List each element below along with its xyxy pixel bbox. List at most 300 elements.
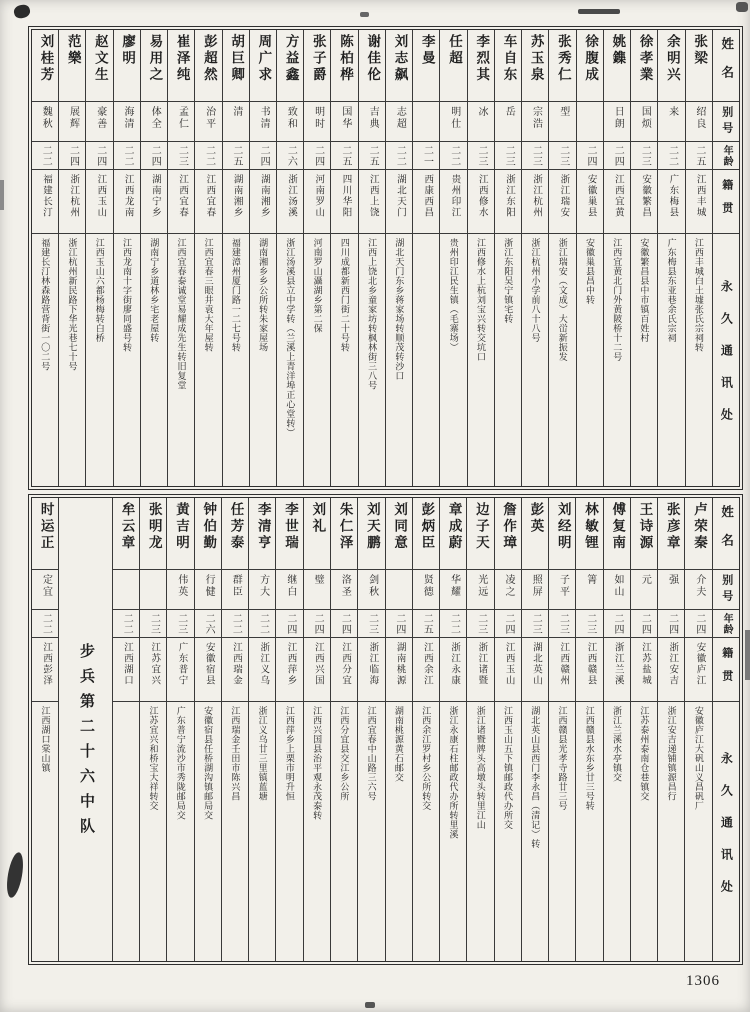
entry-alias xyxy=(86,102,112,142)
entry-name xyxy=(195,30,221,102)
vertical-text: 安徽庐江 xyxy=(694,642,705,686)
vertical-text: 江西玉山五下镇邮政代办所交 xyxy=(502,706,513,830)
entry-name xyxy=(195,498,221,570)
vertical-text: 浙江杭州新民路下华光巷七十号 xyxy=(67,238,78,371)
vertical-text: 如山 xyxy=(612,574,624,598)
entry-name xyxy=(386,30,412,102)
vertical-text: 彭英 xyxy=(528,502,544,535)
entry-origin xyxy=(386,170,412,234)
entry-age xyxy=(59,142,85,170)
entry-alias xyxy=(631,102,657,142)
entry-alias xyxy=(195,570,221,610)
header-address xyxy=(713,234,739,486)
vertical-text: 江西赣县光孝寺路廿三号 xyxy=(557,706,568,811)
entry-name xyxy=(304,498,330,570)
entry-column xyxy=(657,30,684,486)
vertical-text: 江西玉山六都杨梅转白桥 xyxy=(94,238,105,343)
vertical-text: 籍贯 xyxy=(720,178,733,225)
entry-origin xyxy=(467,638,493,702)
entry-address xyxy=(440,702,466,961)
vertical-text: 刘桂芳 xyxy=(38,34,54,84)
entry-origin xyxy=(468,170,494,234)
vertical-text: 贵州印江民生镇（毛寨场） xyxy=(448,238,459,352)
entry-origin xyxy=(685,638,711,702)
vertical-text: 剑秋 xyxy=(366,574,378,598)
entry-age xyxy=(304,610,330,638)
entry-alias xyxy=(223,102,249,142)
vertical-text: 王诗源 xyxy=(637,502,653,552)
entry-column xyxy=(113,30,140,486)
vertical-text: 福建长汀 xyxy=(40,174,51,218)
vertical-text: 二四 xyxy=(639,612,651,635)
vertical-text: 箐 xyxy=(584,574,596,586)
vertical-text: 介夫 xyxy=(693,574,705,598)
vertical-text: 江西余江 xyxy=(421,642,432,686)
entry-address xyxy=(495,234,521,486)
entry-age xyxy=(223,142,249,170)
entry-address xyxy=(386,234,412,486)
entry-column xyxy=(303,30,330,486)
vertical-text: 江西瑞金 xyxy=(231,642,242,686)
scan-artifact xyxy=(360,12,369,17)
entry-alias xyxy=(277,102,303,142)
entry-alias xyxy=(686,102,712,142)
vertical-text: 璧 xyxy=(312,574,324,586)
entry-age xyxy=(468,142,494,170)
entry-alias xyxy=(59,102,85,142)
vertical-text: 江苏盐城 xyxy=(640,642,650,686)
vertical-text: 姚鏶 xyxy=(610,34,626,67)
vertical-text: 徐孝業 xyxy=(637,34,653,84)
vertical-text: 二五 xyxy=(230,144,242,167)
entry-age xyxy=(386,610,412,638)
entry-alias xyxy=(32,570,58,610)
header-name xyxy=(713,498,739,570)
entry-column xyxy=(494,498,521,961)
vertical-text: 海清 xyxy=(121,106,133,130)
vertical-text: 张梁 xyxy=(692,34,708,67)
header-origin xyxy=(713,638,739,702)
vertical-text: 彭炳臣 xyxy=(419,502,435,552)
entry-age xyxy=(113,610,139,638)
vertical-text: 二四 xyxy=(502,612,514,635)
vertical-text: 二六 xyxy=(203,612,215,635)
vertical-text: 四川成都新西门街二十号转 xyxy=(339,238,350,352)
entry-origin xyxy=(495,638,521,702)
vertical-text: 二三 xyxy=(475,612,487,635)
vertical-text: 安徽巢县昌中转 xyxy=(584,238,595,305)
vertical-text: 任超 xyxy=(446,34,462,67)
vertical-text: 林敏锂 xyxy=(582,502,598,552)
entry-alias xyxy=(304,570,330,610)
vertical-text: 彭超然 xyxy=(201,34,217,84)
entry-address xyxy=(86,234,112,486)
entry-column xyxy=(521,498,548,961)
vertical-text: 湖南宁乡道林乡宅老屋转 xyxy=(149,238,160,343)
header-age xyxy=(713,142,739,170)
vertical-text: 刘礼 xyxy=(310,502,326,535)
vertical-text: 孟仁 xyxy=(176,106,188,130)
entry-alias xyxy=(249,570,275,610)
vertical-text: 钟伯勤 xyxy=(201,502,217,552)
top-table-frame xyxy=(28,26,743,490)
vertical-text: 二五 xyxy=(693,144,705,167)
vertical-text: 江西玉山 xyxy=(503,642,514,686)
vertical-text: 二四 xyxy=(312,144,324,167)
vertical-text: 浙江义乌廿三里镇蓝塘 xyxy=(257,706,268,801)
vertical-text: 志超 xyxy=(394,106,406,130)
entry-origin xyxy=(114,170,140,234)
vertical-text: 二四 xyxy=(584,144,596,167)
entry-address xyxy=(658,702,684,961)
vertical-text: 治平 xyxy=(203,106,215,130)
entry-name xyxy=(222,498,248,570)
header-column xyxy=(712,498,739,961)
vertical-text: 湖北天门 xyxy=(395,174,405,218)
entry-column xyxy=(221,498,248,961)
entry-address xyxy=(685,702,711,961)
entry-origin xyxy=(631,638,657,702)
scan-artifact xyxy=(365,1002,375,1008)
vertical-text: 湖南桃源黄石邮交 xyxy=(393,706,404,782)
entry-name xyxy=(141,30,167,102)
vertical-text: 李清亨 xyxy=(255,502,271,552)
entry-column xyxy=(330,30,357,486)
vertical-text: 边子天 xyxy=(473,502,489,552)
vertical-text: 方大 xyxy=(257,574,269,598)
vertical-text: 型 xyxy=(557,106,569,118)
entry-alias xyxy=(440,570,466,610)
entry-origin xyxy=(631,170,657,234)
vertical-text: 国烦 xyxy=(639,106,651,130)
entry-alias xyxy=(522,570,548,610)
entry-age xyxy=(249,610,275,638)
vertical-text: 江西彭泽 xyxy=(41,642,52,686)
vertical-text: 二二 xyxy=(448,144,460,167)
vertical-text: 湖南宁乡 xyxy=(149,174,160,218)
entry-column xyxy=(140,30,167,486)
vertical-text: 浙江义乌 xyxy=(258,642,269,686)
entry-address xyxy=(358,702,384,961)
entry-age xyxy=(577,142,603,170)
vertical-text: 照屏 xyxy=(530,574,542,598)
vertical-text: 卢荣秦 xyxy=(692,502,708,552)
entry-name xyxy=(658,30,684,102)
scan-artifact xyxy=(0,180,4,210)
entry-column xyxy=(439,498,466,961)
entry-name xyxy=(576,498,602,570)
entry-alias xyxy=(413,102,439,142)
entry-age xyxy=(168,142,194,170)
vertical-text: 光远 xyxy=(475,574,487,598)
vertical-text: 江西赣县水东乡廿三号转 xyxy=(584,706,595,811)
entry-alias xyxy=(658,102,684,142)
entry-age xyxy=(277,142,303,170)
entry-origin xyxy=(141,170,167,234)
vertical-text: 牟云章 xyxy=(119,502,135,552)
entry-address xyxy=(277,234,303,486)
vertical-text: 二二 xyxy=(121,144,133,167)
entry-age xyxy=(331,142,357,170)
vertical-text: 定宜 xyxy=(40,574,52,598)
vertical-text: 江西修水 xyxy=(476,174,487,218)
entry-age xyxy=(495,142,521,170)
entry-column xyxy=(385,30,412,486)
vertical-text: 凌之 xyxy=(502,574,514,598)
vertical-text: 浙江临海 xyxy=(367,642,378,686)
vertical-text: 李世瑞 xyxy=(283,502,299,552)
entry-column xyxy=(521,30,548,486)
vertical-text: 步兵第二十六中队 xyxy=(78,643,94,843)
vertical-text: 赵文生 xyxy=(92,34,108,84)
vertical-text: 二三 xyxy=(476,144,488,167)
entry-name xyxy=(686,30,712,102)
vertical-text: 浙江兰溪 xyxy=(612,642,623,686)
vertical-text: 江西丰城 xyxy=(694,174,705,218)
entry-column xyxy=(222,30,249,486)
entry-address xyxy=(604,234,630,486)
vertical-text: 浙江汤溪 xyxy=(286,174,297,218)
entry-origin xyxy=(331,170,357,234)
entry-column xyxy=(603,30,630,486)
vertical-text: 二三 xyxy=(530,612,542,635)
entry-origin xyxy=(658,638,684,702)
entry-name xyxy=(168,30,194,102)
entry-alias xyxy=(276,570,302,610)
vertical-text: 张彦章 xyxy=(664,502,680,552)
entry-column xyxy=(330,498,357,961)
vertical-text: 陈柏桦 xyxy=(338,34,354,84)
vertical-text: 年龄 xyxy=(721,144,733,167)
header-column xyxy=(712,30,739,486)
entry-name xyxy=(359,30,385,102)
vertical-text: 贤德 xyxy=(421,574,433,598)
entry-name xyxy=(685,498,711,570)
entry-age xyxy=(686,142,712,170)
entry-alias xyxy=(467,570,493,610)
entry-address xyxy=(249,702,275,961)
vertical-text: 江西修水上杭刘宝兴转交坑口 xyxy=(476,238,487,362)
unit-divider-label xyxy=(59,498,112,961)
vertical-text: 湖南湘乡 xyxy=(258,174,269,218)
vertical-text: 二二 xyxy=(666,144,678,167)
vertical-text: 黄吉明 xyxy=(173,502,189,552)
vertical-text: 江西玉山 xyxy=(95,174,106,218)
vertical-text: 江西分宜县交江乡公所 xyxy=(339,706,350,801)
entry-alias xyxy=(250,102,276,142)
scan-artifact xyxy=(578,9,620,14)
vertical-text: 江西瑞金壬田市陈兴昌 xyxy=(230,706,241,801)
entry-name xyxy=(549,498,575,570)
vertical-text: 姓名 xyxy=(719,505,734,562)
entry-address xyxy=(168,234,194,486)
entry-origin xyxy=(440,638,466,702)
entry-alias xyxy=(440,102,466,142)
header-alias xyxy=(713,570,739,610)
vertical-text: 李烈其 xyxy=(474,34,490,84)
vertical-text: 伟英 xyxy=(175,574,187,598)
entry-origin xyxy=(223,170,249,234)
entry-age xyxy=(413,142,439,170)
vertical-text: 福建长汀林森路营背街一〇二号 xyxy=(40,238,51,371)
entry-alias xyxy=(168,102,194,142)
entry-origin xyxy=(686,170,712,234)
vertical-text: 二四 xyxy=(312,612,324,635)
vertical-text: 江西赣州 xyxy=(558,642,569,686)
vertical-text: 李曼 xyxy=(419,34,435,67)
vertical-text: 宗浩 xyxy=(530,106,542,130)
vertical-text: 浙江永康石柱邮政代办所转里溪 xyxy=(448,706,459,839)
entry-address xyxy=(467,702,493,961)
entry-address xyxy=(167,702,193,961)
entry-column xyxy=(194,30,221,486)
entry-age xyxy=(522,610,548,638)
vertical-text: 苏玉泉 xyxy=(528,34,544,84)
vertical-text: 二三 xyxy=(530,144,542,167)
vertical-text: 二三 xyxy=(175,612,187,635)
vertical-text: 二五 xyxy=(367,144,379,167)
vertical-text: 继白 xyxy=(284,574,296,598)
entry-origin xyxy=(86,170,112,234)
entry-alias xyxy=(358,570,384,610)
vertical-text: 方益鑫 xyxy=(283,34,299,84)
vertical-text: 广东普宁 xyxy=(176,642,187,686)
entry-alias xyxy=(495,102,521,142)
entry-column xyxy=(139,498,166,961)
vertical-text: 浙江杭州 xyxy=(531,174,542,218)
entry-name xyxy=(32,498,58,570)
entry-name xyxy=(223,30,249,102)
vertical-text: 安徽繁昌 xyxy=(640,174,651,218)
vertical-text: 浙江兰溪水亭镇交 xyxy=(612,706,623,782)
entry-address xyxy=(331,702,357,961)
header-origin xyxy=(713,170,739,234)
entry-column xyxy=(249,30,276,486)
entry-alias xyxy=(685,570,711,610)
entry-alias xyxy=(331,570,357,610)
vertical-text: 浙江诸暨牌头高墩头转里江山 xyxy=(475,706,486,830)
entry-age xyxy=(658,610,684,638)
vertical-text: 二四 xyxy=(339,612,351,635)
entry-address xyxy=(276,702,302,961)
entry-age xyxy=(467,610,493,638)
vertical-text: 浙江安吉 xyxy=(667,642,678,686)
vertical-text: 二六 xyxy=(285,144,297,167)
entry-name xyxy=(413,30,439,102)
entry-origin xyxy=(604,170,630,234)
vertical-text: 西康西昌 xyxy=(422,174,433,218)
entry-name xyxy=(167,498,193,570)
vertical-text: 二一 xyxy=(421,144,433,167)
entry-origin xyxy=(549,638,575,702)
entry-address xyxy=(549,702,575,961)
entry-origin xyxy=(59,170,85,234)
vertical-text: 詹作璋 xyxy=(501,502,517,552)
vertical-text: 行健 xyxy=(203,574,215,598)
entry-origin xyxy=(522,638,548,702)
top-table xyxy=(31,29,740,487)
vertical-text: 张明龙 xyxy=(146,502,162,552)
vertical-text: 湖南桃源 xyxy=(394,642,405,686)
vertical-text: 浙江永康 xyxy=(449,642,460,686)
entry-origin xyxy=(32,170,58,234)
vertical-text: 体全 xyxy=(149,106,161,130)
entry-alias xyxy=(222,570,248,610)
entry-origin xyxy=(413,170,439,234)
vertical-text: 江西宜春 xyxy=(177,174,188,218)
entry-alias xyxy=(386,102,412,142)
vertical-text: 二五 xyxy=(421,612,433,635)
entry-name xyxy=(358,498,384,570)
entry-alias xyxy=(658,570,684,610)
vertical-text: 浙江安吉递铺镇源昌行 xyxy=(666,706,677,801)
entry-address xyxy=(250,234,276,486)
entry-origin xyxy=(413,638,439,702)
entry-alias xyxy=(32,102,58,142)
vertical-text: 周广求 xyxy=(256,34,272,84)
entry-column xyxy=(603,498,630,961)
entry-name xyxy=(522,30,548,102)
entry-alias xyxy=(549,570,575,610)
entry-column xyxy=(166,498,193,961)
vertical-text: 二四 xyxy=(612,612,624,635)
vertical-text: 任芳泰 xyxy=(228,502,244,552)
vertical-text: 二三 xyxy=(503,144,515,167)
entry-address xyxy=(32,702,58,961)
vertical-text: 明时 xyxy=(312,106,324,130)
vertical-text: 崔泽纯 xyxy=(174,34,190,84)
entry-age xyxy=(359,142,385,170)
vertical-text: 籍贯 xyxy=(720,646,733,693)
entry-age xyxy=(114,142,140,170)
vertical-text: 别号 xyxy=(720,573,733,606)
vertical-text: 湖北英山 xyxy=(530,642,541,686)
entry-address xyxy=(359,234,385,486)
entry-column xyxy=(358,30,385,486)
entry-column xyxy=(630,498,657,961)
entry-age xyxy=(522,142,548,170)
vertical-text: 永久通讯处 xyxy=(719,280,734,440)
entry-origin xyxy=(495,170,521,234)
vertical-text: 廖明 xyxy=(120,34,136,67)
entry-origin xyxy=(604,638,630,702)
entry-age xyxy=(685,610,711,638)
entry-alias xyxy=(413,570,439,610)
entry-name xyxy=(604,498,630,570)
entry-column xyxy=(85,30,112,486)
header-address xyxy=(713,702,739,961)
entry-column xyxy=(303,498,330,961)
entry-address xyxy=(59,234,85,486)
entry-origin xyxy=(576,638,602,702)
vertical-text: 二三 xyxy=(148,612,160,635)
vertical-text: 江西宜黄北门外黄陂桥十二号 xyxy=(612,238,623,362)
entry-column xyxy=(684,498,711,961)
vertical-text: 时运正 xyxy=(38,502,54,552)
entry-name xyxy=(577,30,603,102)
vertical-text: 浙江诸暨 xyxy=(476,642,487,686)
vertical-text: 二二 xyxy=(121,612,133,635)
vertical-text: 别号 xyxy=(720,105,733,138)
entry-name xyxy=(386,498,412,570)
scan-artifact xyxy=(745,630,750,680)
entry-column xyxy=(275,498,302,961)
vertical-text: 刘经明 xyxy=(555,502,571,552)
entry-origin xyxy=(658,170,684,234)
vertical-text: 河南罗山 xyxy=(313,174,324,218)
vertical-text: 浙江东阳 xyxy=(503,174,514,218)
vertical-text: 江苏泰州泰南仓巷镇交 xyxy=(639,706,650,801)
